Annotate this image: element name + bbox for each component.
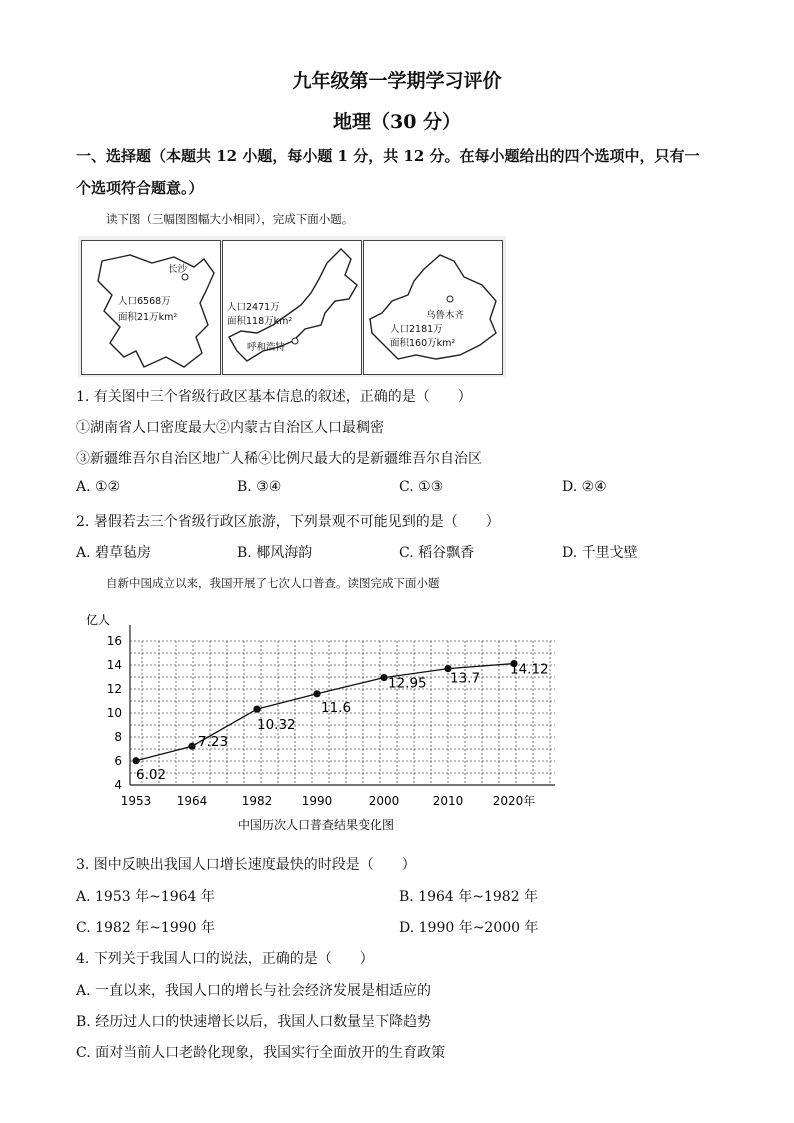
intro-chart: 自新中国成立以来，我国开展了七次人口普查。读图完成下面小题 (106, 576, 440, 590)
y-tick-label: 8 (114, 730, 122, 744)
x-tick-label: 1982 (241, 794, 273, 808)
data-label: 6.02 (136, 766, 167, 783)
q2-option-a[interactable]: A. 碧草毡房 (76, 545, 152, 561)
q3-option-d[interactable]: D. 1990 年~2000 年 (399, 920, 539, 936)
data-point (132, 757, 139, 764)
x-tick-label: 1990 (301, 794, 333, 808)
x-tick-label: 2010 (432, 794, 464, 808)
q4-stem: 4. 下列关于我国人口的说法，正确的是（ ） (76, 951, 374, 967)
q2-stem: 2. 暑假若去三个省级行政区旅游，下列景观不可能见到的是（ ） (76, 514, 500, 530)
y-tick-label: 6 (114, 754, 122, 768)
y-tick-label: 16 (106, 634, 122, 648)
map-city-changsha: 长沙 (168, 264, 188, 275)
x-tick-label: 1953 (120, 794, 152, 808)
q1-line2: ③新疆维吾尔自治区地广人稀④比例尺最大的是新疆维吾尔自治区 (76, 451, 482, 467)
q2-option-b[interactable]: B. 椰风海韵 (237, 545, 313, 561)
data-point (188, 743, 195, 750)
q3-option-b[interactable]: B. 1964 年~1982 年 (399, 889, 539, 905)
data-point (380, 674, 387, 681)
y-tick-label: 14 (106, 658, 122, 672)
map-hunan (81, 240, 221, 375)
y-axis-label: 亿人 (86, 613, 111, 627)
section-heading (76, 140, 736, 204)
q1-option-c[interactable]: C. ①③ (399, 479, 444, 495)
population-chart (70, 605, 570, 840)
hunan-outline (82, 241, 220, 374)
q3-stem: 3. 图中反映出我国人口增长速度最快的时段是（ ） (76, 857, 416, 873)
map-pop-hunan: 人口6568万 (118, 296, 171, 307)
q2-option-d[interactable]: D. 千里戈壁 (562, 545, 638, 561)
x-tick-label: 2000 (368, 794, 400, 808)
map-area-nm: 面积118万km² (227, 316, 293, 327)
exam-subtitle: 地理（30 分） (332, 111, 462, 133)
map-area-xj: 面积160万km² (390, 338, 456, 349)
x-tick-label: 1964 (176, 794, 208, 808)
y-tick-label: 12 (106, 682, 122, 696)
q1-option-d[interactable]: D. ②④ (562, 479, 607, 495)
data-label: 12.95 (388, 675, 427, 692)
map-inner-mongolia (222, 240, 362, 375)
q1-stem: 1. 有关图中三个省级行政区基本信息的叙述，正确的是（ ） (76, 389, 472, 405)
map-pop-nm: 人口2471万 (227, 302, 280, 313)
chart-title: 中国历次人口普查结果变化图 (237, 818, 395, 832)
q2-option-c[interactable]: C. 稻谷飘香 (399, 545, 475, 561)
map-xinjiang (363, 240, 503, 375)
q1-option-b[interactable]: B. ③④ (237, 479, 282, 495)
q4-option-c[interactable]: C. 面对当前人口老龄化现象，我国实行全面放开的生育政策 (76, 1045, 446, 1061)
x-tick-label: 2020年 (492, 794, 536, 808)
q4-option-b[interactable]: B. 经历过人口的快速增长以后，我国人口数量呈下降趋势 (76, 1014, 432, 1030)
q3-option-c[interactable]: C. 1982 年~1990 年 (76, 920, 216, 936)
map-pop-xj: 人口2181万 (390, 324, 443, 335)
q1-line1: ①湖南省人口密度最大②内蒙古自治区人口最稠密 (76, 420, 384, 436)
section-heading-line2: 个选项符合题意。） (76, 179, 204, 197)
intro-maps: 读下图（三幅图图幅大小相同），完成下面小题。 (106, 212, 354, 226)
data-label: 10.32 (257, 717, 296, 734)
data-point (253, 706, 260, 713)
data-label: 7.23 (198, 734, 229, 751)
data-label: 14.12 (510, 661, 549, 678)
data-point (313, 690, 320, 697)
map-city-hohhot: 呼和浩特 (247, 342, 286, 353)
exam-title: 九年级第一学期学习评价 (292, 70, 502, 92)
q1-option-a[interactable]: A. ①② (76, 479, 121, 495)
data-label: 13.7 (450, 670, 481, 687)
q3-option-a[interactable]: A. 1953 年~1964 年 (76, 889, 215, 905)
map-city-urumqi: 乌鲁木齐 (426, 310, 465, 321)
data-label: 11.6 (321, 699, 352, 716)
q4-option-a[interactable]: A. 一直以来，我国人口的增长与社会经济发展是相适应的 (76, 983, 432, 999)
y-tick-label: 4 (114, 778, 122, 792)
section-heading-line1: 一、选择题（本题共 12 小题，每小题 1 分，共 12 分。在每小题给出的四个选项中，只有一 (76, 147, 700, 165)
y-tick-label: 10 (106, 706, 122, 720)
map-area-hunan: 面积21万km² (118, 312, 178, 323)
